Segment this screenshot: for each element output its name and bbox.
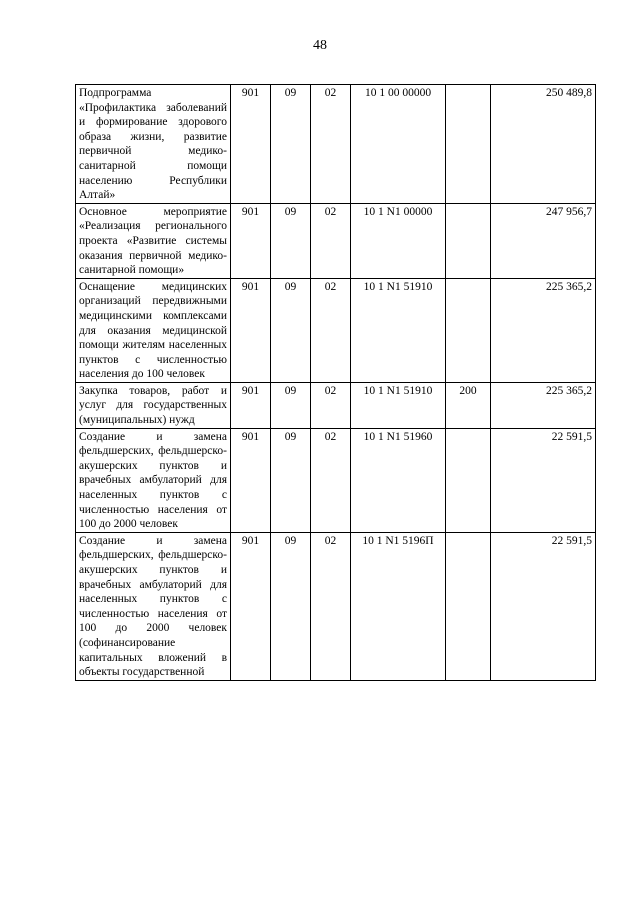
row-subsection-code: 02 — [311, 428, 351, 532]
table-row — [76, 532, 596, 680]
row-target-article: 10 1 N1 00000 — [351, 203, 446, 278]
row-ministry-code: 901 — [231, 203, 271, 278]
row-expense-type — [446, 278, 491, 382]
row-name: Создание и замена фельдшерских, фельдшерско-акушерских пунктов и врачебных амбулаторий для населенных пунктов с численностью населения от 100 до 2000 человек (софинансирование капитальных вложений в объекты государственной — [76, 532, 231, 680]
table-row — [76, 428, 596, 532]
row-ministry-code: 901 — [231, 532, 271, 680]
row-section-code: 09 — [271, 85, 311, 204]
table-row — [76, 278, 596, 382]
row-subsection-code: 02 — [311, 382, 351, 428]
row-name: Подпрограмма «Профилактика заболеваний и формирование здорового образа жизни, развитие первичной медико-санитарной помощи населению Республики Алтай» — [76, 85, 231, 204]
row-section-code: 09 — [271, 203, 311, 278]
row-section-code: 09 — [271, 532, 311, 680]
row-section-code: 09 — [271, 428, 311, 532]
table-row — [76, 382, 596, 428]
row-subsection-code: 02 — [311, 278, 351, 382]
table-row — [76, 203, 596, 278]
row-amount: 22 591,5 — [491, 532, 596, 680]
row-target-article: 10 1 00 00000 — [351, 85, 446, 204]
row-amount: 225 365,2 — [491, 278, 596, 382]
row-target-article: 10 1 N1 51960 — [351, 428, 446, 532]
row-section-code: 09 — [271, 278, 311, 382]
row-amount: 250 489,8 — [491, 85, 596, 204]
row-name: Основное мероприятие «Реализация регионального проекта «Развитие системы оказания первичной медико-санитарной помощи» — [76, 203, 231, 278]
row-ministry-code: 901 — [231, 382, 271, 428]
row-name: Создание и замена фельдшерских, фельдшерско-акушерских пунктов и врачебных амбулаторий для населенных пунктов с численностью населения от 100 до 2000 человек — [76, 428, 231, 532]
row-expense-type — [446, 85, 491, 204]
row-expense-type: 200 — [446, 382, 491, 428]
budget-table — [75, 84, 596, 681]
row-name: Оснащение медицинских организаций передвижными медицинскими комплексами для оказания медицинской помощи жителям населенных пунктов с численностью населения до 100 человек — [76, 278, 231, 382]
row-name: Закупка товаров, работ и услуг для государственных (муниципальных) нужд — [76, 382, 231, 428]
row-expense-type — [446, 203, 491, 278]
row-amount: 225 365,2 — [491, 382, 596, 428]
row-target-article: 10 1 N1 51910 — [351, 278, 446, 382]
row-subsection-code: 02 — [311, 85, 351, 204]
row-section-code: 09 — [271, 382, 311, 428]
row-ministry-code: 901 — [231, 428, 271, 532]
row-subsection-code: 02 — [311, 203, 351, 278]
page-number: 48 — [313, 38, 327, 53]
row-amount: 22 591,5 — [491, 428, 596, 532]
table-row — [76, 85, 596, 204]
row-ministry-code: 901 — [231, 278, 271, 382]
row-amount: 247 956,7 — [491, 203, 596, 278]
row-expense-type — [446, 428, 491, 532]
row-subsection-code: 02 — [311, 532, 351, 680]
row-expense-type — [446, 532, 491, 680]
row-ministry-code: 901 — [231, 85, 271, 204]
row-target-article: 10 1 N1 5196П — [351, 532, 446, 680]
row-target-article: 10 1 N1 51910 — [351, 382, 446, 428]
